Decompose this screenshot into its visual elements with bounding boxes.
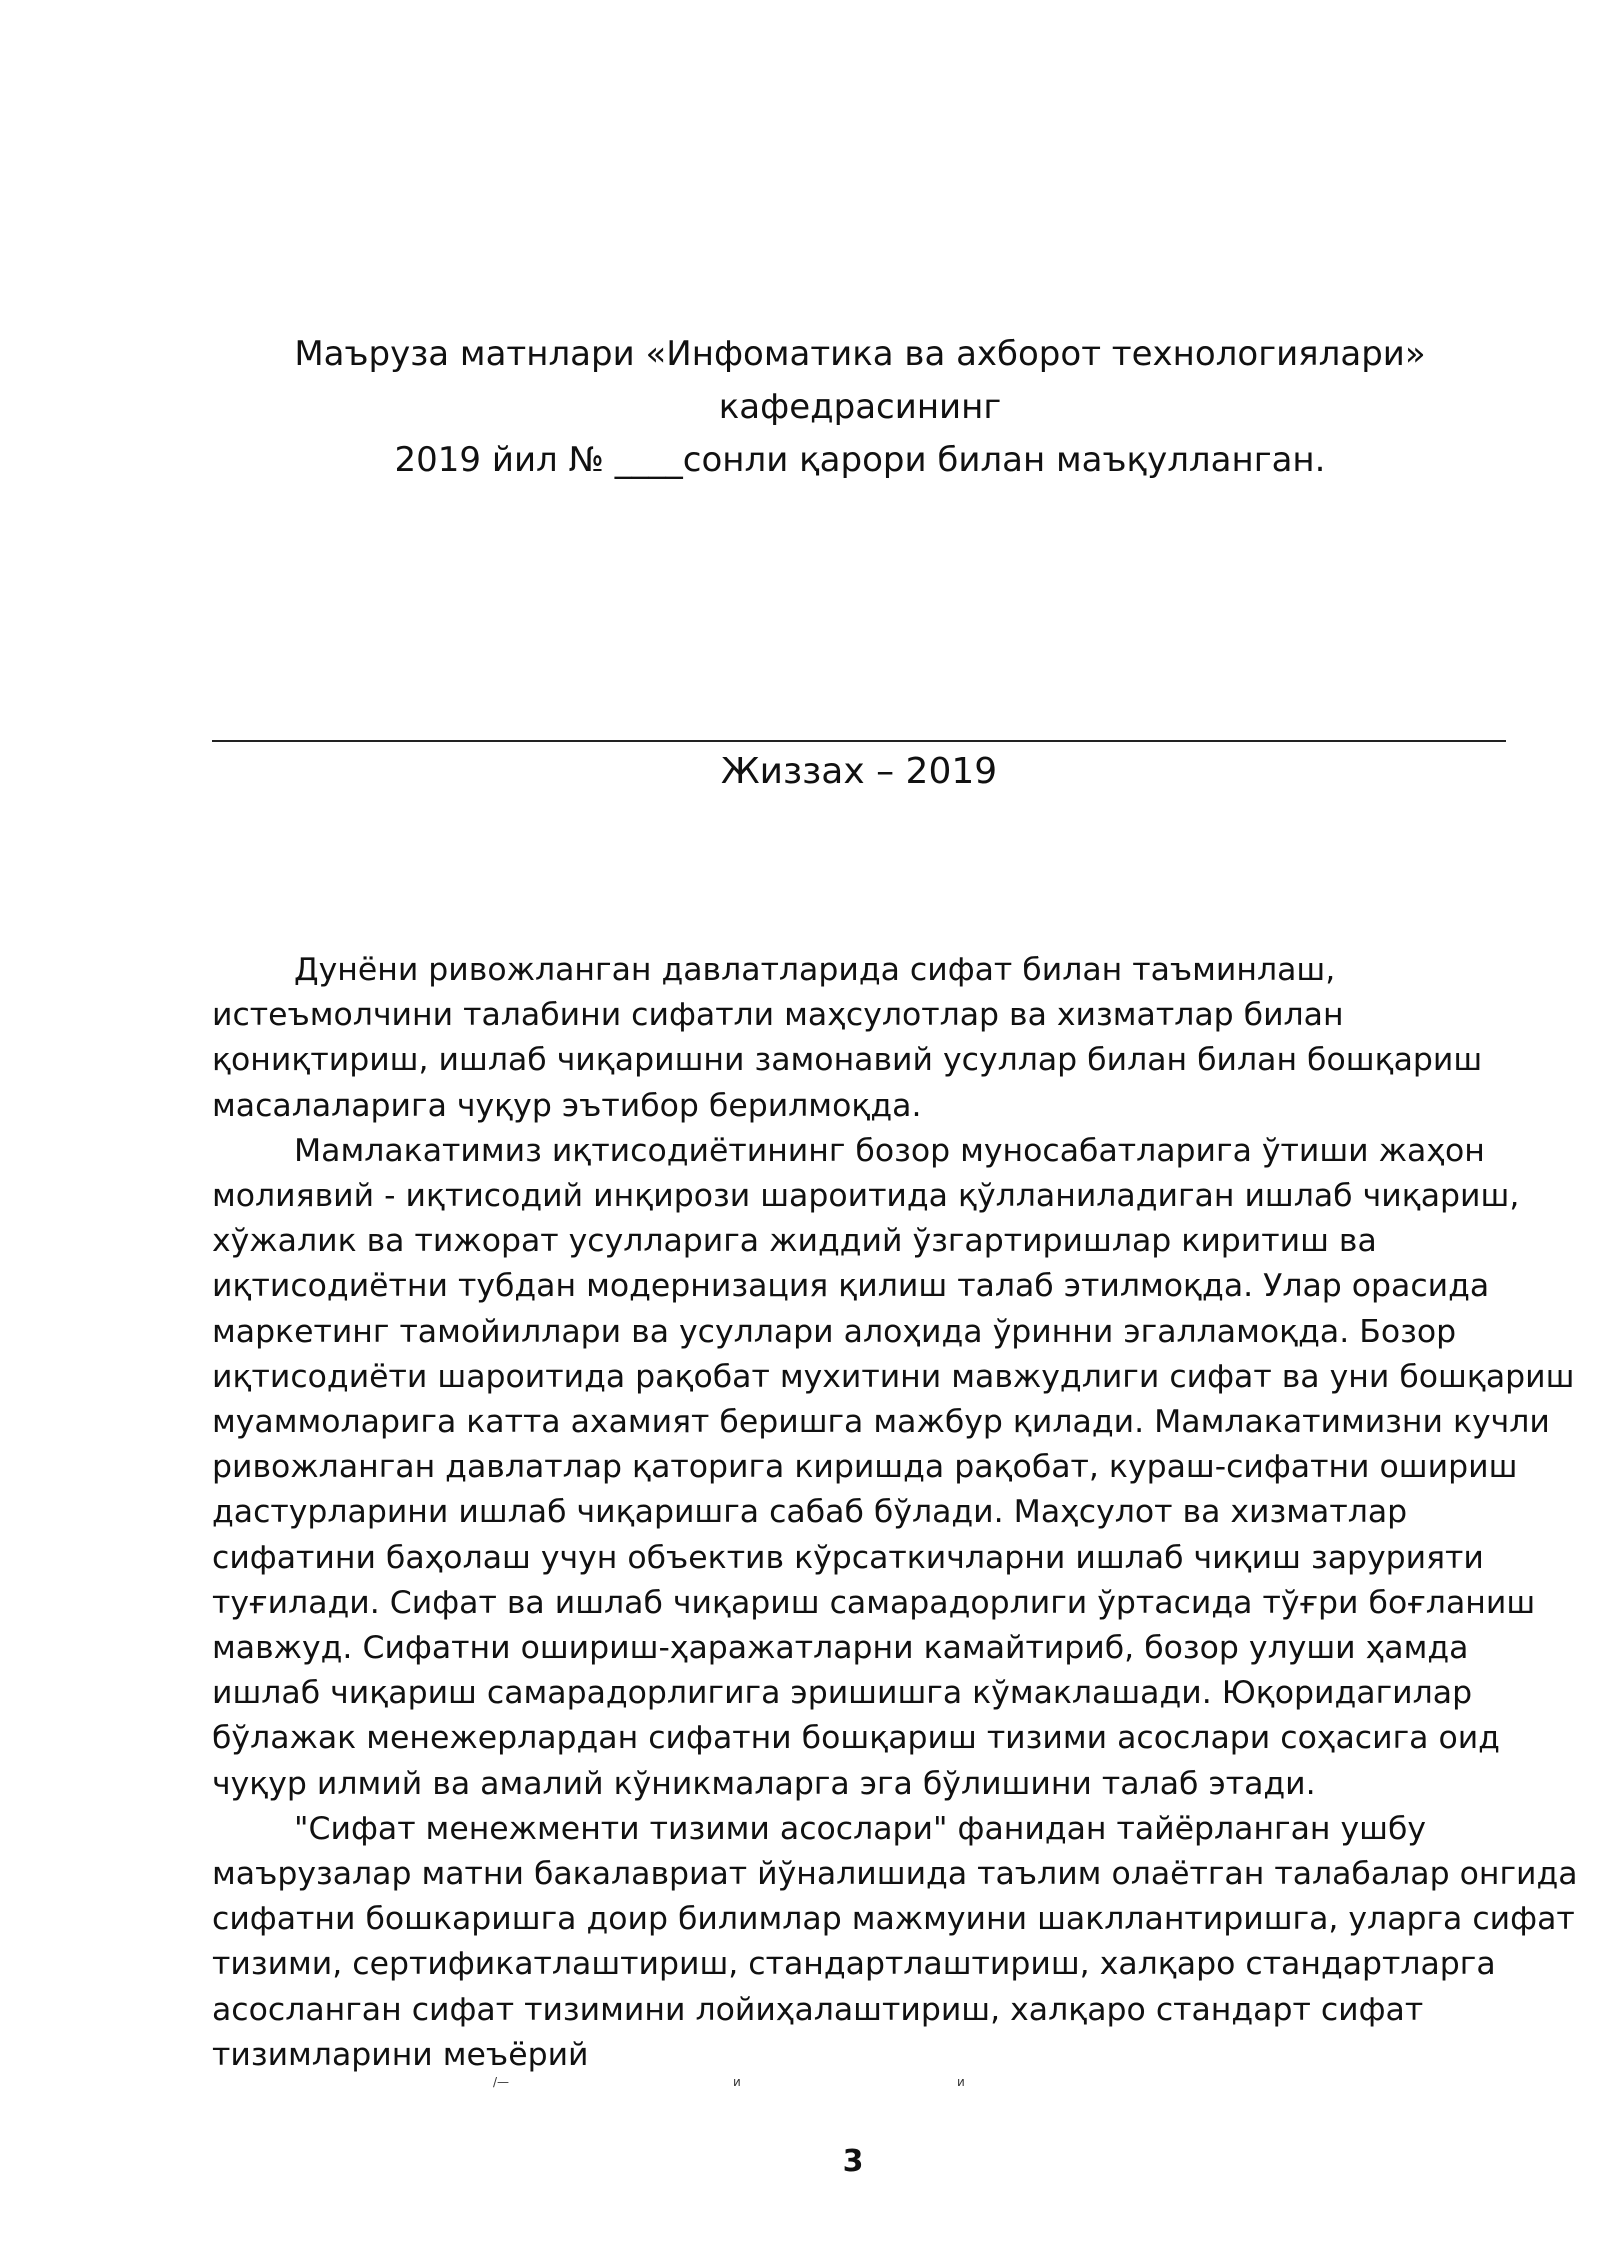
text-line: молиявий - иқтисодий инқирози шароитида қўлланиладиган ишлаб чиқариш, [212, 1178, 1520, 1215]
text-line: ишлаб чиқариш самарадорлигига эришишга кўмаклашади. Юқоридагилар [212, 1675, 1473, 1712]
text-line: мавжуд. Сифатни ошириш-ҳаражатларни камайтириб, бозор улуши ҳамда [212, 1630, 1469, 1667]
text-line: иқтисодиётни тубдан модернизация қилиш талаб этилмоқда. Улар орасида [212, 1268, 1490, 1305]
text-line: туғилади. Сифат ва ишлаб чиқариш самарадорлиги ўртасида тўғри боғланиш [212, 1584, 1536, 1621]
text-line: дастурларини ишлаб чиқаришга сабаб бўлади. Маҳсулот ва хизматлар [212, 1494, 1408, 1531]
scan-mark: /— [493, 2075, 510, 2089]
text-line: асосланган сифат тизимини лойиҳалаштириш, халқаро стандарт сифат [212, 1991, 1424, 2028]
text-line: масалаларига чуқур эътибор берилмоқда. [212, 1087, 922, 1124]
paragraph [212, 948, 1512, 1129]
approval-line: Маъруза матнлари «Инфоматика ва ахборот технологиялари» [294, 334, 1426, 374]
text-line: иқтисодиёти шароитида рақобат мухитини мавжудлиги сифат ва уни бошқариш [212, 1358, 1575, 1395]
text-line: хўжалик ва тижорат усулларига жиддий ўзгартиришлар киритиш ва [212, 1223, 1377, 1260]
body-text [212, 948, 1578, 2078]
paragraph [212, 1807, 1578, 2078]
page-number: 3 [842, 2144, 864, 2179]
approval-statement [210, 328, 1510, 487]
text-line: бўлажак менежерлардан сифатни бошқариш тизими асослари соҳасига оид [212, 1720, 1500, 1757]
text-line: қониқтириш, ишлаб чиқаришни замонавий усуллар билан билан бошқариш [212, 1042, 1483, 1079]
approval-line: кафедрасининг [718, 387, 1002, 427]
approval-line: 2019 йил № ____сонли қарори билан маъқулланган. [394, 440, 1326, 480]
text-line: маърузалар матни бакалавриат йўналишида таълим олаётган талабалар онгида [212, 1856, 1578, 1893]
text-line: муаммоларига катта ахамият беришга мажбур қилади. Мамлакатимизни кучли [212, 1404, 1550, 1441]
paragraph [212, 1129, 1575, 1807]
text-line: ривожланган давлатлар қаторига киришда рақобат, кураш-сифатни ошириш [212, 1449, 1518, 1486]
horizontal-rule [212, 740, 1506, 742]
text-line: сифатини баҳолаш учун объектив кўрсаткичларни ишлаб чиқиш зарурияти [212, 1539, 1484, 1576]
text-line: тизимларини меъёрий [212, 2036, 589, 2073]
place-year: Жиззах – 2019 [720, 751, 998, 792]
scan-mark: и [733, 2075, 741, 2089]
text-line: "Сифат менежменти тизими асослари" фанидан тайёрланган ушбу [294, 1810, 1427, 1847]
text-line: тизими, сертификатлаштириш, стандартлаштириш, халқаро стандартларга [212, 1946, 1496, 1983]
text-line: Дунёни ривожланган давлатларида сифат билан таъминлаш, [294, 952, 1336, 988]
text-line: истеъмолчини талабини сифатли маҳсулотлар ва хизматлар билан [212, 997, 1344, 1034]
text-line: чуқур илмий ва амалий кўникмаларга эга бўлишини талаб этади. [212, 1765, 1316, 1802]
text-line: сифатни бошкаришга доир билимлар мажмуини шакллантиришга, уларга сифат [212, 1901, 1575, 1938]
scan-mark: и [957, 2075, 965, 2089]
text-line: Мамлакатимиз иқтисодиётининг бозор муносабатларига ўтиши жаҳон [294, 1132, 1485, 1169]
text-line: маркетинг тамойиллари ва усуллари алоҳида ўринни эгалламоқда. Бозор [212, 1313, 1457, 1350]
